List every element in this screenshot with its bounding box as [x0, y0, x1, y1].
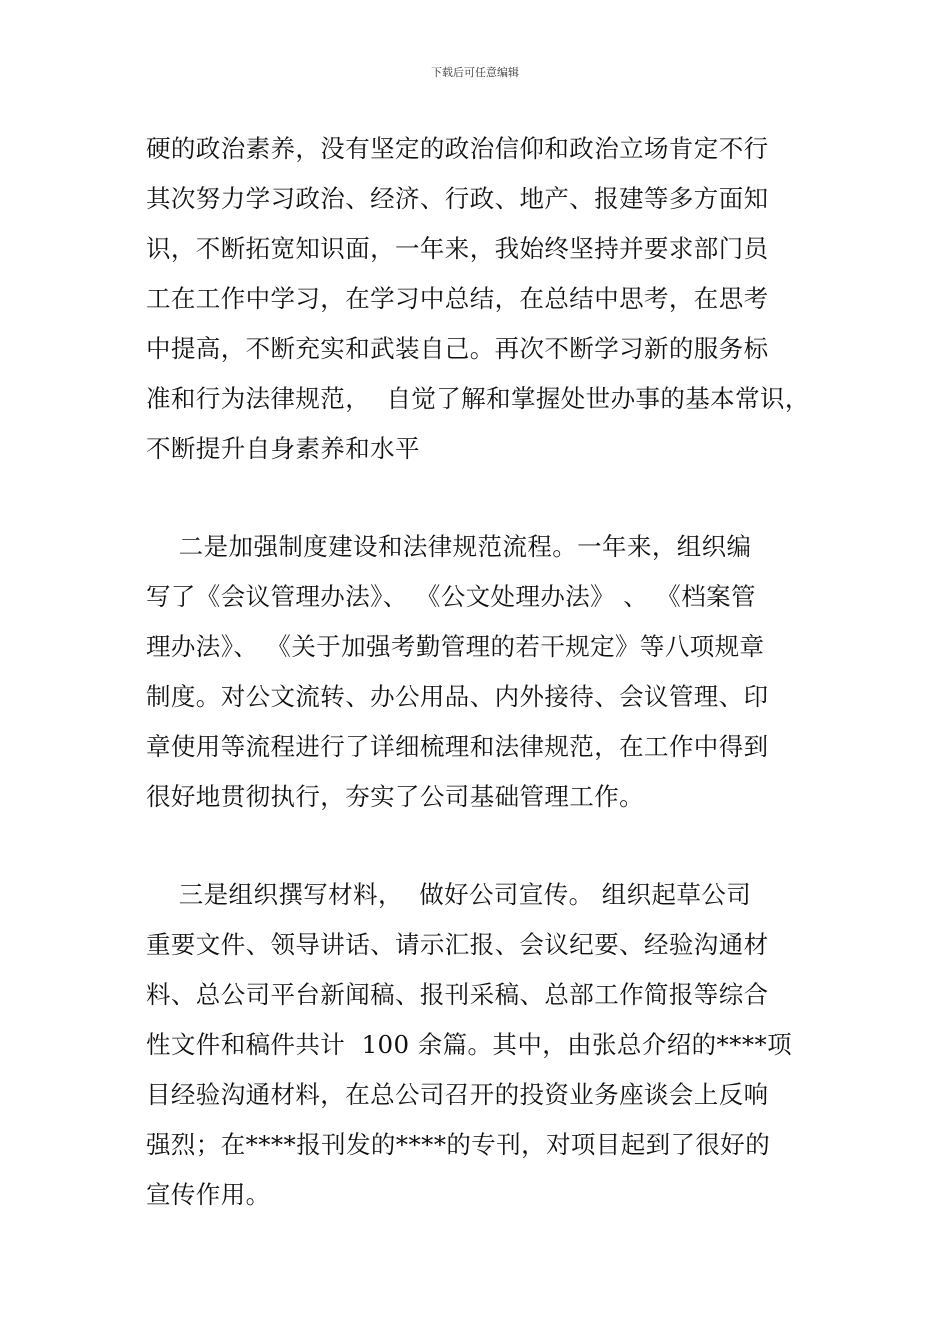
text-line: 强烈；在****报刊发的****的专刊，对项目起到了很好的 [146, 1130, 771, 1159]
page-header: 下载后可任意编辑 [431, 66, 519, 79]
text-line: 制度。对公文流转、办公用品、内外接待、会议管理、印 [146, 682, 769, 711]
text-line: 料、总公司平台新闻稿、报刊采稿、总部工作简报等综合 [146, 980, 769, 1009]
text-line: 很好地贯彻执行，夯实了公司基础管理工作。 [146, 782, 644, 811]
text-line: 二是加强制度建设和法律规范流程。一年来，组织编 [146, 532, 752, 561]
text-line: 硬的政治素养，没有坚定的政治信仰和政治立场肯定不行 [146, 134, 769, 163]
text-line: 识，不断拓宽知识面，一年来，我始终坚持并要求部门员 [146, 234, 769, 263]
text-line: 写了《会议管理办法》、 《公文处理办法》 、 《档案管 [146, 582, 756, 611]
text-line: 性文件和稿件共计 100 余篇。其中，由张总介绍的****项 [146, 1030, 793, 1059]
text-line: 宣传作用。 [146, 1180, 271, 1209]
text-line: 其次努力学习政治、经济、行政、地产、报建等多方面知 [146, 184, 769, 213]
text-line: 理办法》、 《关于加强考勤管理的若干规定》等八项规章 [146, 632, 765, 661]
text-line: 重要文件、领导讲话、请示汇报、会议纪要、经验沟通材 [146, 930, 769, 959]
text-line: 不断提升自身素养和水平 [146, 434, 420, 463]
text-line: 中提高，不断充实和武装自己。再次不断学习新的服务标 [146, 334, 769, 363]
text-line: 目经验沟通材料，在总公司召开的投资业务座谈会上反响 [146, 1080, 769, 1109]
text-line: 章使用等流程进行了详细梳理和法律规范，在工作中得到 [146, 732, 769, 761]
text-line: 三是组织撰写材料， 做好公司宣传。 组织起草公司 [146, 880, 752, 909]
text-line: 准和行为法律规范， 自觉了解和掌握处世办事的基本常识， [146, 384, 810, 413]
text-line: 工在工作中学习，在学习中总结，在总结中思考，在思考 [146, 284, 769, 313]
